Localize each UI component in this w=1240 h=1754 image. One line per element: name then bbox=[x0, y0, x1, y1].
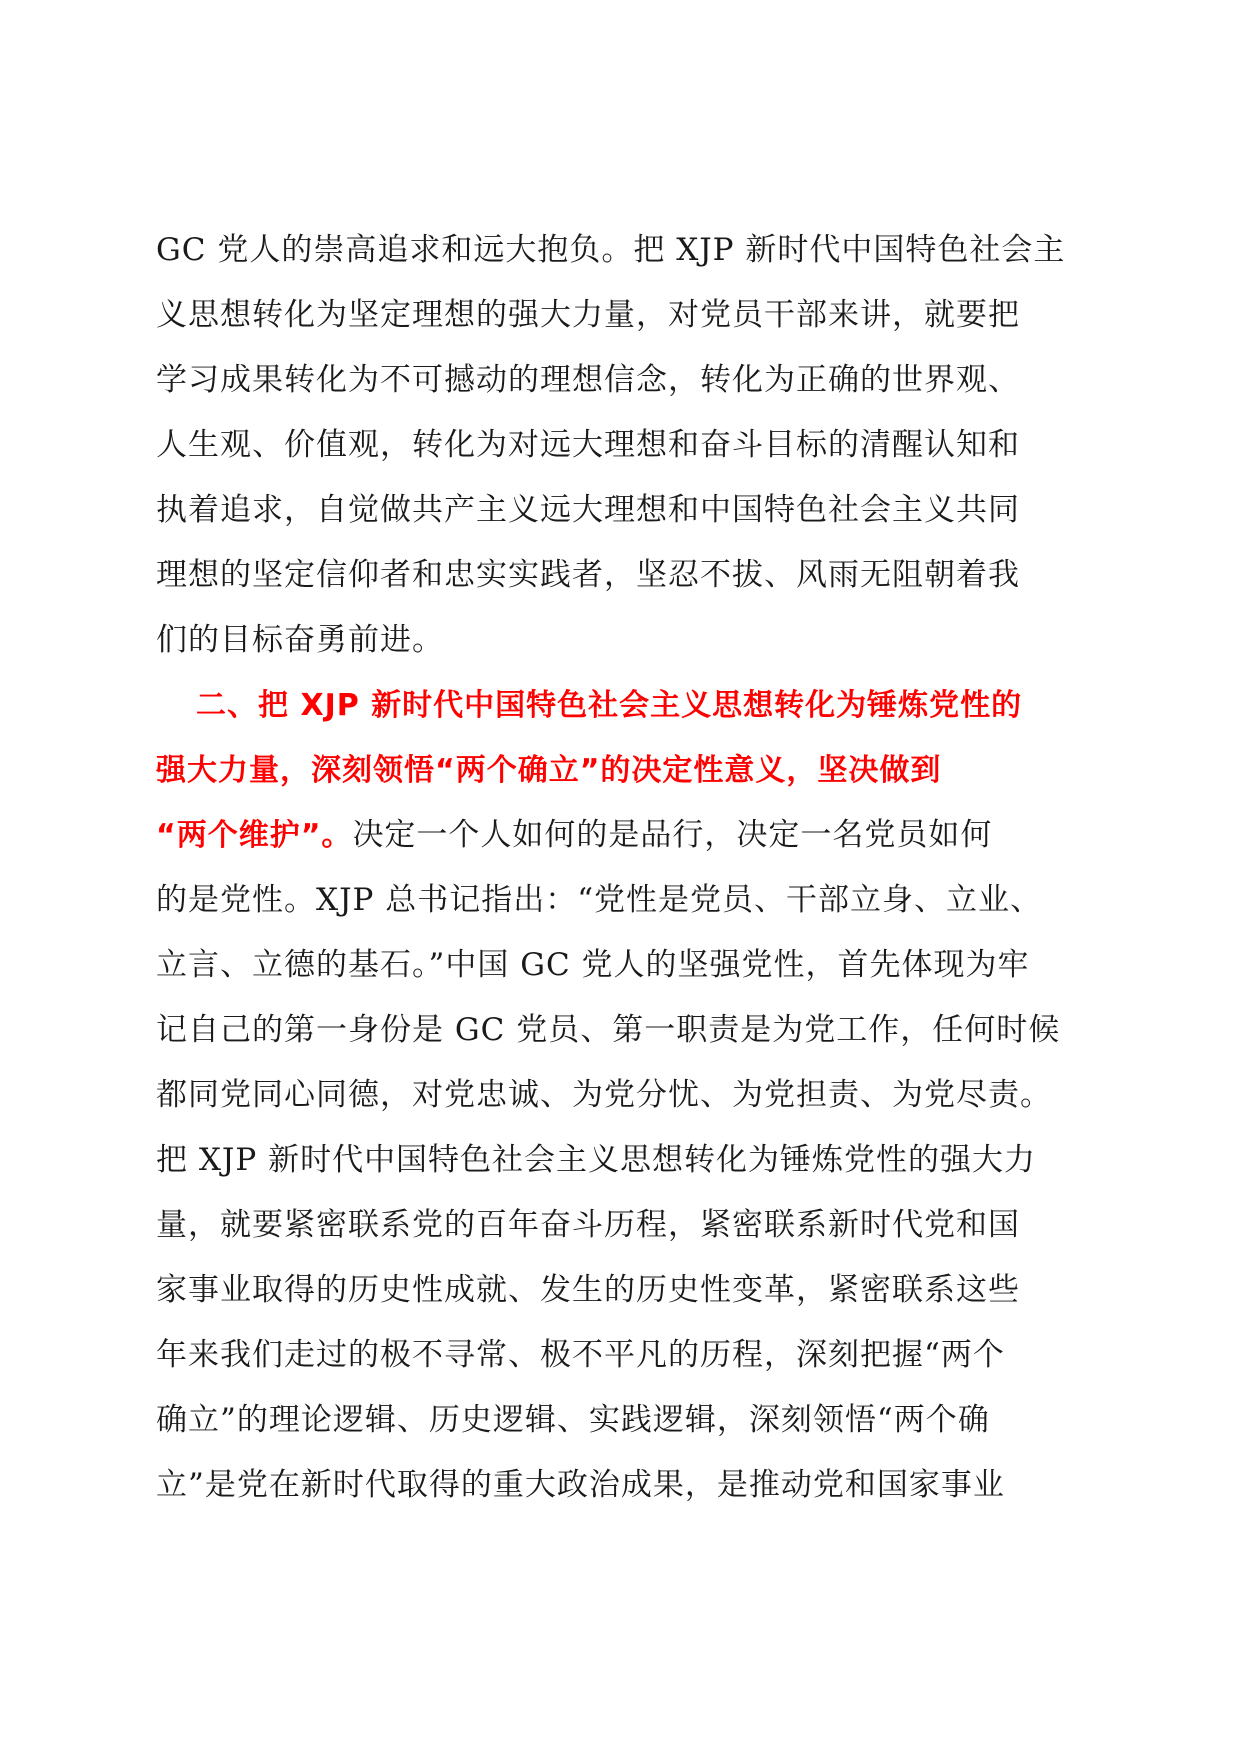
line-text: 年来我们走过的极不寻常、极不平凡的历程，深刻把握“两个 bbox=[156, 1337, 1005, 1373]
line-text: 的是党性。XJP 总书记指出：“党性是党员、干部立身、立业、 bbox=[156, 882, 1043, 918]
document-body bbox=[156, 218, 1096, 1518]
line-text: 学习成果转化为不可撼动的理想信念，转化为正确的世界观、 bbox=[156, 362, 1020, 398]
line-text: 人生观、价值观，转化为对远大理想和奋斗目标的清醒认知和 bbox=[156, 427, 1020, 463]
line-text: 理想的坚定信仰者和忠实实践者，坚忍不拔、风雨无阻朝着我 bbox=[156, 557, 1020, 593]
text-line bbox=[156, 1388, 1096, 1453]
text-line bbox=[156, 1193, 1096, 1258]
text-line bbox=[156, 1453, 1096, 1518]
section-heading-text: 强大力量，深刻领悟“两个确立”的决定性意义，坚决做到 bbox=[156, 753, 942, 788]
text-line bbox=[156, 1323, 1096, 1388]
line-text: 确立”的理论逻辑、历史逻辑、实践逻辑，深刻领悟“两个确 bbox=[156, 1402, 990, 1438]
text-line bbox=[156, 1063, 1096, 1128]
text-line bbox=[156, 543, 1096, 608]
line-text: 们的目标奋勇前进。 bbox=[156, 622, 444, 658]
text-line bbox=[156, 933, 1096, 998]
text-line bbox=[156, 218, 1096, 283]
text-line bbox=[156, 998, 1096, 1063]
line-text: 义思想转化为坚定理想的强大力量，对党员干部来讲，就要把 bbox=[156, 297, 1020, 333]
line-text: GC 党人的崇高追求和远大抱负。把 XJP 新时代中国特色社会主 bbox=[156, 232, 1066, 268]
line-text: 量，就要紧密联系党的百年奋斗历程，紧密联系新时代党和国 bbox=[156, 1207, 1020, 1243]
text-line bbox=[156, 478, 1096, 543]
line-text: 家事业取得的历史性成就、发生的历史性变革，紧密联系这些 bbox=[156, 1272, 1020, 1308]
text-line bbox=[156, 413, 1096, 478]
section-heading-line bbox=[156, 673, 1096, 738]
text-line bbox=[156, 803, 1096, 868]
section-heading-line bbox=[156, 738, 1096, 803]
line-text: 立”是党在新时代取得的重大政治成果，是推动党和国家事业 bbox=[156, 1467, 1005, 1503]
text-line bbox=[156, 348, 1096, 413]
line-text: 执着追求，自觉做共产主义远大理想和中国特色社会主义共同 bbox=[156, 492, 1020, 528]
line-text: 立言、立德的基石。”中国 GC 党人的坚强党性，首先体现为牢 bbox=[156, 947, 1030, 983]
line-text: 把 XJP 新时代中国特色社会主义思想转化为锤炼党性的强大力 bbox=[156, 1142, 1037, 1178]
section-heading-text: “两个维护”。 bbox=[156, 818, 353, 853]
text-line bbox=[156, 608, 1096, 673]
line-text: 决定一个人如何的是品行，决定一名党员如何 bbox=[352, 817, 993, 853]
text-line bbox=[156, 1258, 1096, 1323]
text-line bbox=[156, 868, 1096, 933]
text-line bbox=[156, 283, 1096, 348]
line-text: 记自己的第一身份是 GC 党员、第一职责是为党工作，任何时候 bbox=[156, 1012, 1061, 1048]
section-heading-text: 二、把 XJP 新时代中国特色社会主义思想转化为锤炼党性的 bbox=[196, 688, 1023, 723]
line-text: 都同党同心同德，对党忠诚、为党分忧、为党担责、为党尽责。 bbox=[156, 1077, 1052, 1113]
text-line bbox=[156, 1128, 1096, 1193]
